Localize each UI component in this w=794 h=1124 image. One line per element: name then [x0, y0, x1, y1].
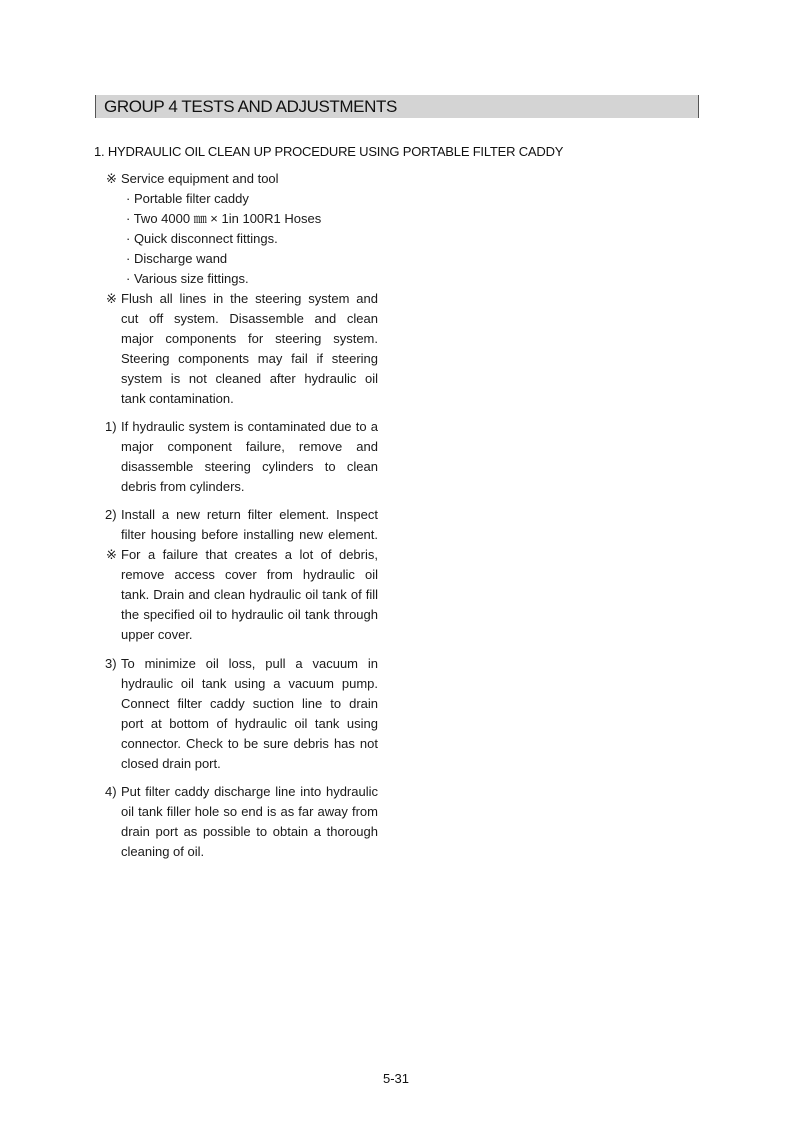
step-3-line: To minimize oil loss, pull a vacuum in	[121, 656, 378, 671]
step-3-line: port at bottom of hydraulic oil tank using	[121, 716, 378, 731]
debris-note-line: upper cover.	[121, 627, 193, 642]
step-4-line: drain port as possible to obtain a thorough	[121, 824, 378, 839]
step-1-line: debris from cylinders.	[121, 479, 245, 494]
section-title: 1. HYDRAULIC OIL CLEAN UP PROCEDURE USING PORTABLE FILTER CADDY	[94, 144, 564, 159]
reference-mark-icon: ※	[106, 547, 117, 562]
reference-mark-icon: ※	[106, 171, 117, 186]
step-4-line: Put filter caddy discharge line into hydraulic	[121, 784, 378, 799]
group-header	[95, 95, 699, 118]
flush-note-line: Flush all lines in the steering system and	[121, 291, 378, 306]
flush-note-line: major components for steering system.	[121, 331, 378, 346]
step-1-number: 1)	[105, 419, 117, 434]
debris-note-mark-line	[106, 546, 121, 564]
flush-note-mark-line	[106, 290, 121, 308]
equipment-item: · Discharge wand	[126, 251, 228, 266]
reference-mark-icon: ※	[106, 291, 117, 306]
step-3-line: hydraulic oil tank using a vacuum pump.	[121, 676, 378, 691]
flush-note-line: Steering components may fail if steering	[121, 351, 378, 366]
step-3-line: closed drain port.	[121, 756, 221, 771]
equipment-item: · Various size fittings.	[126, 271, 249, 286]
step-3-line: Connect filter caddy suction line to drain	[121, 696, 378, 711]
service-equipment-title: Service equipment and tool	[121, 171, 279, 186]
step-2-line: Install a new return filter element. Inspect	[121, 507, 378, 522]
equipment-item: · Two 4000 ㎜ × 1in 100R1 Hoses	[126, 211, 322, 226]
service-equipment-heading	[106, 170, 279, 188]
step-2-line: filter housing before installing new element.	[121, 527, 378, 542]
step-3-number: 3)	[105, 656, 117, 671]
step-4-line: oil tank filler hole so end is as far away from	[121, 804, 378, 819]
page-number: 5-31	[383, 1071, 410, 1086]
flush-note-line: cut off system. Disassemble and clean	[121, 311, 378, 326]
step-4-number: 4)	[105, 784, 117, 799]
step-1-line: If hydraulic system is contaminated due to a	[121, 419, 378, 434]
flush-note-line: system is not cleaned after hydraulic oil	[121, 371, 378, 386]
debris-note-line: the specified oil to hydraulic oil tank through	[121, 607, 378, 622]
debris-note-line: remove access cover from hydraulic oil	[121, 567, 378, 582]
step-3-line: connector. Check to be sure debris has not	[121, 736, 378, 751]
debris-note-line: tank. Drain and clean hydraulic oil tank of fill	[121, 587, 378, 602]
step-1-line: major component failure, remove and	[121, 439, 378, 454]
step-1-line: disassemble steering cylinders to clean	[121, 459, 378, 474]
debris-note-line: For a failure that creates a lot of debris,	[121, 547, 378, 562]
step-4-line: cleaning of oil.	[121, 844, 205, 859]
flush-note-line: tank contamination.	[121, 391, 234, 406]
step-2-number: 2)	[105, 507, 117, 522]
equipment-item: · Quick disconnect fittings.	[126, 231, 278, 246]
equipment-item: · Portable filter caddy	[126, 191, 249, 206]
group-title: GROUP 4 TESTS AND ADJUSTMENTS	[104, 97, 397, 116]
